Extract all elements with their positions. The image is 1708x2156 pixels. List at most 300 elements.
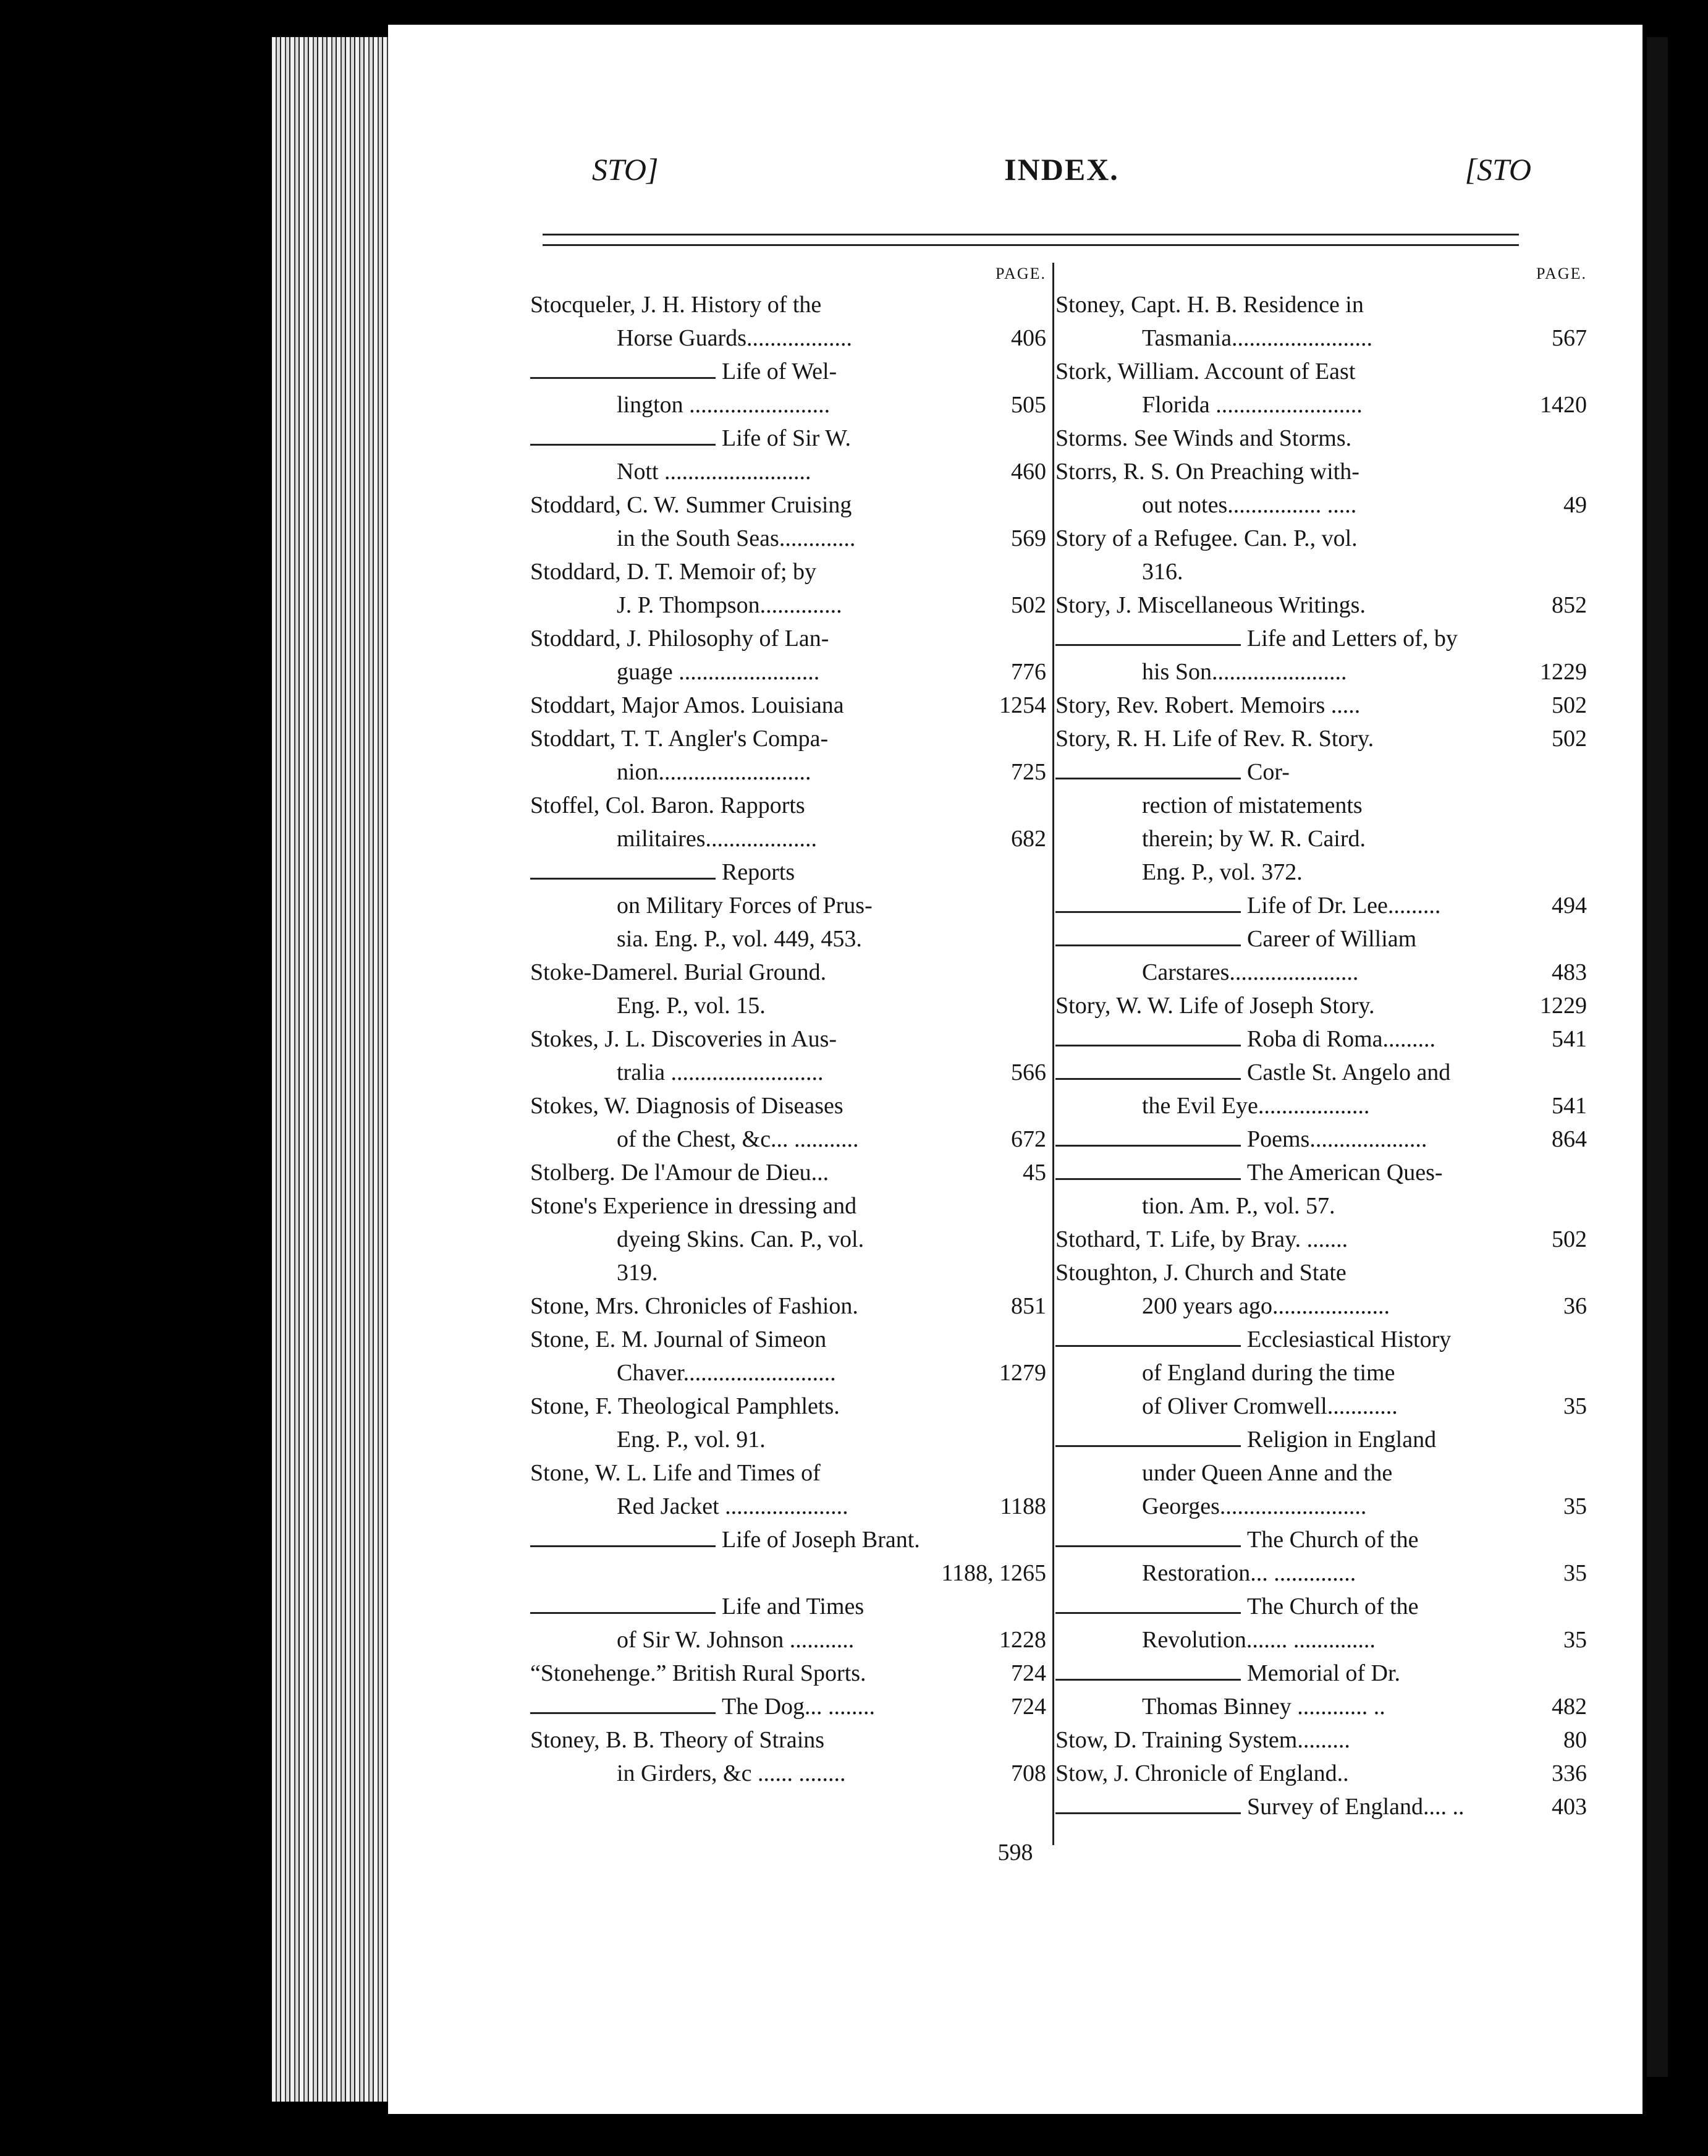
entry-text: Eng. P., vol. 372. [1142, 859, 1303, 885]
entry-text: Georges......................... [1142, 1493, 1367, 1519]
entry-line [530, 321, 1046, 355]
index-entry [530, 722, 1046, 789]
entry-line [1055, 755, 1587, 789]
entry-page-number: 682 [1011, 826, 1046, 852]
entry-text: out notes................ ..... [1142, 492, 1357, 518]
entry-page-number: 35 [1563, 1393, 1587, 1419]
entry-page-number: 35 [1563, 1627, 1587, 1653]
entry-text: tion. Am. P., vol. 57. [1142, 1193, 1335, 1219]
index-page [388, 25, 1642, 2114]
index-entry [530, 1323, 1046, 1390]
entry-text: Stoney, Capt. H. B. Residence in [1055, 292, 1364, 318]
entry-text: Story, J. Miscellaneous Writings. [1055, 592, 1366, 618]
entry-line [1055, 1757, 1587, 1790]
index-entry [530, 288, 1046, 355]
entry-line [1055, 1456, 1587, 1490]
entry-line [1055, 722, 1587, 755]
entry-text: his Son....................... [1142, 659, 1347, 685]
entry-line [1055, 622, 1587, 655]
entry-text: Stothard, T. Life, by Bray. ....... [1055, 1226, 1348, 1252]
entry-text: Life and Times [722, 1594, 865, 1619]
ditto-rule [1055, 1078, 1241, 1080]
entry-line [1055, 1657, 1587, 1690]
ditto-rule [1055, 1612, 1241, 1614]
right-column [1055, 260, 1587, 1823]
entry-line [1055, 522, 1587, 555]
entry-line [530, 1690, 1046, 1723]
entry-line [530, 655, 1046, 689]
entry-line [1055, 1289, 1587, 1323]
entry-line [530, 488, 1046, 522]
entry-text: Stone, Mrs. Chronicles of Fashion. [530, 1293, 858, 1319]
index-entry [1055, 889, 1587, 922]
entry-line [530, 388, 1046, 422]
entry-line [530, 1623, 1046, 1657]
entry-text: Stoddard, D. T. Memoir of; by [530, 559, 816, 585]
entry-text: Tasmania........................ [1142, 325, 1373, 351]
entry-line [530, 989, 1046, 1022]
entry-text: the Evil Eye................... [1142, 1093, 1370, 1119]
index-entry [530, 1690, 1046, 1723]
index-entry [530, 789, 1046, 855]
entry-page-number: 35 [1563, 1493, 1587, 1519]
entry-line [530, 822, 1046, 855]
index-entry [1055, 1790, 1587, 1823]
ditto-rule [530, 377, 716, 379]
entry-text: 316. [1142, 559, 1183, 585]
entry-page-number: 482 [1552, 1694, 1587, 1720]
entry-text: tralia .......................... [617, 1059, 824, 1085]
entry-page-number: 725 [1011, 759, 1046, 785]
entry-line [1055, 1790, 1587, 1823]
right-entries [1055, 288, 1587, 1823]
entry-line [530, 1390, 1046, 1423]
entry-text: Stoney, B. B. Theory of Strains [530, 1727, 825, 1753]
entry-page-number: 776 [1011, 659, 1046, 685]
ditto-rule [1055, 644, 1241, 646]
column-divider [1052, 263, 1054, 1845]
entry-line [1055, 1089, 1587, 1123]
entry-page-number: 864 [1552, 1126, 1587, 1152]
binding-shadow [1647, 37, 1668, 2077]
entry-line [1055, 288, 1587, 321]
entry-line [530, 889, 1046, 922]
entry-text: Religion in England [1247, 1427, 1437, 1453]
index-entry [1055, 755, 1587, 889]
index-entry [530, 1189, 1046, 1289]
entry-text: Castle St. Angelo and [1247, 1059, 1451, 1085]
entry-text: J. P. Thompson.............. [617, 592, 842, 618]
entry-line [1055, 1323, 1587, 1356]
entry-page-number: 336 [1552, 1760, 1587, 1786]
entry-text: of the Chest, &c... ........... [617, 1126, 859, 1152]
entry-line [530, 288, 1046, 321]
entry-text: Revolution....... .............. [1142, 1627, 1376, 1653]
entry-text: Eng. P., vol. 91. [617, 1427, 766, 1453]
entry-page-number: 541 [1552, 1093, 1587, 1119]
entry-text: Stoddart, Major Amos. Louisiana [530, 692, 844, 718]
entry-line [530, 1556, 1046, 1590]
entry-line [1055, 455, 1587, 488]
entry-line [530, 422, 1046, 455]
entry-text: rection of mistatements [1142, 792, 1363, 818]
entry-line [1055, 922, 1587, 956]
entry-page-number: 851 [1011, 1293, 1046, 1319]
entry-page-number: 406 [1011, 325, 1046, 351]
index-entry [1055, 989, 1587, 1022]
entry-text: Stoddard, C. W. Summer Cruising [530, 492, 852, 518]
entry-line [1055, 555, 1587, 588]
entry-line [1055, 1123, 1587, 1156]
entry-line [530, 1490, 1046, 1523]
entry-page-number: 45 [1023, 1160, 1046, 1186]
entry-text: The Church of the [1247, 1594, 1419, 1619]
entry-line [1055, 889, 1587, 922]
index-entry [1055, 1156, 1587, 1223]
entry-text: on Military Forces of Prus- [617, 893, 873, 919]
entry-text: Story, R. H. Life of Rev. R. Story. [1055, 726, 1374, 752]
entry-text: Stocqueler, J. H. History of the [530, 292, 822, 318]
index-entry [1055, 455, 1587, 522]
entry-text: of Sir W. Johnson ........... [617, 1627, 855, 1653]
ditto-rule [530, 1712, 716, 1714]
entry-text: Stoughton, J. Church and State [1055, 1260, 1347, 1286]
entry-line [530, 1256, 1046, 1289]
ditto-rule [530, 1612, 716, 1614]
entry-page-number: 505 [1011, 392, 1046, 418]
entry-line [530, 588, 1046, 622]
index-entry [1055, 288, 1587, 355]
entry-text: Stone, W. L. Life and Times of [530, 1460, 821, 1486]
ditto-rule [1055, 1812, 1241, 1814]
entry-line [530, 555, 1046, 588]
entry-text: militaires................... [617, 826, 818, 852]
entry-line [530, 1022, 1046, 1056]
entry-line [1055, 655, 1587, 689]
entry-text: Stoffel, Col. Baron. Rapports [530, 792, 805, 818]
entry-page-number: 541 [1552, 1026, 1587, 1052]
entry-text: The Church of the [1247, 1527, 1419, 1553]
entry-line [530, 1223, 1046, 1256]
index-entry [1055, 722, 1587, 755]
entry-line [1055, 822, 1587, 855]
index-entry [530, 355, 1046, 422]
entry-text: Stone, F. Theological Pamphlets. [530, 1393, 840, 1419]
entry-text: Ecclesiastical History [1247, 1326, 1452, 1352]
entry-text: Story, Rev. Robert. Memoirs ..... [1055, 692, 1361, 718]
entry-page-number: 1188 [1000, 1493, 1046, 1519]
entry-text: in Girders, &c ...... ........ [617, 1760, 846, 1786]
index-entry [530, 622, 1046, 689]
entry-text: of England during the time [1142, 1360, 1395, 1386]
index-entry [1055, 588, 1587, 622]
entry-line [1055, 1156, 1587, 1189]
entry-text: 200 years ago.................... [1142, 1293, 1390, 1319]
entry-text: guage ........................ [617, 659, 820, 685]
entry-line [1055, 1356, 1587, 1390]
entry-text: in the South Seas............. [617, 525, 856, 551]
entry-line [1055, 689, 1587, 722]
entry-text: sia. Eng. P., vol. 449, 453. [617, 926, 862, 952]
entry-line [530, 1156, 1046, 1189]
entry-line [530, 1323, 1046, 1356]
entry-text: Story of a Refugee. Can. P., vol. [1055, 525, 1358, 551]
index-entry [530, 1523, 1046, 1590]
entry-line [530, 789, 1046, 822]
index-entry [1055, 1757, 1587, 1790]
entry-page-number: 35 [1563, 1560, 1587, 1586]
entry-line [530, 622, 1046, 655]
index-entry [530, 422, 1046, 488]
ditto-rule [1055, 1679, 1241, 1681]
entry-line [1055, 355, 1587, 388]
ditto-rule [1055, 911, 1241, 913]
entry-line [530, 1723, 1046, 1757]
entry-line [530, 1289, 1046, 1323]
entry-text: therein; by W. R. Caird. [1142, 826, 1366, 852]
entry-line [1055, 789, 1587, 822]
index-entry [530, 1723, 1046, 1790]
entry-text: Thomas Binney ............ .. [1142, 1694, 1385, 1720]
index-entry [530, 855, 1046, 956]
entry-text: 319. [617, 1260, 658, 1286]
entry-page-number: 1420 [1540, 392, 1587, 418]
entry-page-number: 1254 [999, 692, 1046, 718]
entry-text: of Oliver Cromwell............ [1142, 1393, 1398, 1419]
entry-text: Life of Wel- [722, 359, 837, 384]
entry-text: Storms. See Winds and Storms. [1055, 425, 1352, 451]
header-title: INDEX. [1004, 152, 1119, 187]
entry-text: Stow, J. Chronicle of England.. [1055, 1760, 1349, 1786]
entry-page-number: 483 [1552, 959, 1587, 985]
entry-text: Story, W. W. Life of Joseph Story. [1055, 993, 1375, 1019]
entry-page-number: 672 [1011, 1126, 1046, 1152]
entry-line [1055, 1590, 1587, 1623]
ditto-rule [1055, 1045, 1241, 1046]
page-column-label: PAGE. [1536, 265, 1587, 282]
entry-page-number: 566 [1011, 1059, 1046, 1085]
index-entry [530, 1089, 1046, 1156]
left-entries [530, 288, 1046, 1790]
book-page-edges [272, 37, 402, 2102]
index-entry [530, 1390, 1046, 1456]
index-entry [1055, 689, 1587, 722]
index-entry [1055, 1657, 1587, 1723]
ditto-rule [1055, 1178, 1241, 1180]
entry-line [530, 956, 1046, 989]
entry-text: Life of Dr. Lee......... [1247, 893, 1441, 919]
index-entry [1055, 1590, 1587, 1657]
entry-page-number: 502 [1552, 726, 1587, 752]
entry-line [1055, 1390, 1587, 1423]
entry-text: dyeing Skins. Can. P., vol. [617, 1226, 865, 1252]
entry-line [530, 1523, 1046, 1556]
index-entry [530, 488, 1046, 555]
entry-line [530, 1056, 1046, 1089]
entry-line [1055, 1056, 1587, 1089]
entry-line [1055, 1189, 1587, 1223]
entry-page-number: 1279 [999, 1360, 1046, 1386]
entry-page-number: 403 [1552, 1794, 1587, 1820]
ditto-rule [1055, 1345, 1241, 1347]
entry-text: Stork, William. Account of East [1055, 359, 1356, 384]
entry-text: Life of Joseph Brant. [722, 1527, 920, 1553]
entry-line [1055, 1490, 1587, 1523]
entry-text: Stokes, J. L. Discoveries in Aus- [530, 1026, 837, 1052]
index-entry [530, 689, 1046, 722]
index-entry [530, 956, 1046, 1022]
entry-text: Storrs, R. S. On Preaching with- [1055, 459, 1359, 485]
left-column [530, 260, 1046, 1790]
entry-text: Reports [722, 859, 795, 885]
entry-line [1055, 1256, 1587, 1289]
entry-line [1055, 1223, 1587, 1256]
entry-text: Stoke-Damerel. Burial Ground. [530, 959, 827, 985]
entry-line [530, 355, 1046, 388]
entry-page-number: 1228 [999, 1627, 1046, 1653]
entry-line [1055, 1690, 1587, 1723]
entry-line [530, 722, 1046, 755]
entry-text: Horse Guards.................. [617, 325, 853, 351]
index-entry [1055, 355, 1587, 422]
entry-page-number: 502 [1011, 592, 1046, 618]
index-entry [530, 1156, 1046, 1189]
index-entry [1055, 922, 1587, 989]
entry-line [530, 455, 1046, 488]
entry-text: Career of William [1247, 926, 1417, 952]
entry-text: Stow, D. Training System......... [1055, 1727, 1350, 1753]
index-entry [1055, 1323, 1587, 1423]
entry-line [530, 1757, 1046, 1790]
ditto-rule [1055, 1545, 1241, 1547]
entry-text: Cor- [1247, 759, 1290, 785]
index-entry [1055, 1423, 1587, 1523]
entry-line [530, 689, 1046, 722]
entry-text: Carstares...................... [1142, 959, 1359, 985]
page-number: 598 [997, 1840, 1033, 1865]
entry-line [1055, 488, 1587, 522]
index-entry [1055, 622, 1587, 689]
entry-page-number: 569 [1011, 525, 1046, 551]
entry-text: under Queen Anne and the [1142, 1460, 1393, 1486]
index-entry [530, 1289, 1046, 1323]
ditto-rule [1055, 944, 1241, 946]
entry-line [530, 1590, 1046, 1623]
entry-page-number: 80 [1563, 1727, 1587, 1753]
entry-text: “Stonehenge.” British Rural Sports. [530, 1660, 866, 1686]
entry-text: Stokes, W. Diagnosis of Diseases [530, 1093, 843, 1119]
entry-page-number: 708 [1011, 1760, 1046, 1786]
entry-page-number: 502 [1552, 1226, 1587, 1252]
index-entry [530, 1590, 1046, 1657]
entry-line [1055, 422, 1587, 455]
ditto-rule [1055, 1445, 1241, 1447]
ditto-rule [1055, 778, 1241, 779]
header-left: STO] [592, 152, 659, 187]
ditto-rule [1055, 1145, 1241, 1147]
entry-text: Red Jacket ..................... [617, 1493, 848, 1519]
entry-page-number: 494 [1552, 893, 1587, 919]
entry-text: Stoddard, J. Philosophy of Lan- [530, 626, 829, 651]
entry-line [530, 1123, 1046, 1156]
entry-page-number: 1188, 1265 [941, 1560, 1046, 1586]
entry-text: Eng. P., vol. 15. [617, 993, 766, 1019]
entry-text: Nott ......................... [617, 459, 811, 485]
entry-line [1055, 989, 1587, 1022]
index-entry [1055, 422, 1587, 455]
entry-text: Roba di Roma......... [1247, 1026, 1436, 1052]
entry-line [530, 855, 1046, 889]
entry-text: Florida ......................... [1142, 392, 1363, 418]
entry-line [1055, 855, 1587, 889]
entry-text: Life and Letters of, by [1247, 626, 1458, 651]
entry-text: nion.......................... [617, 759, 811, 785]
entry-page-number: 1229 [1540, 659, 1587, 685]
entry-text: Survey of England.... .. [1247, 1794, 1465, 1820]
entry-text: The Dog... ........ [722, 1694, 876, 1720]
header-right: [STO [1465, 152, 1531, 187]
entry-text: Chaver.......................... [617, 1360, 836, 1386]
index-entry [1055, 1123, 1587, 1156]
entry-text: lington ........................ [617, 392, 831, 418]
index-entry [1055, 1523, 1587, 1590]
entry-text: Life of Sir W. [722, 425, 851, 451]
ditto-rule [530, 1545, 716, 1547]
index-entry [1055, 1056, 1587, 1123]
index-entry [1055, 522, 1587, 588]
entry-text: Poems.................... [1247, 1126, 1427, 1152]
entry-line [530, 1089, 1046, 1123]
entry-line [530, 1356, 1046, 1390]
entry-line [1055, 1623, 1587, 1657]
entry-line [530, 1423, 1046, 1456]
entry-line [530, 1456, 1046, 1490]
entry-page-number: 724 [1011, 1660, 1046, 1686]
index-entry [1055, 1223, 1587, 1256]
index-entry [530, 1456, 1046, 1523]
running-head [592, 151, 1531, 207]
index-entry [1055, 1022, 1587, 1056]
entry-line [530, 1189, 1046, 1223]
ditto-rule [530, 878, 716, 880]
index-entry [1055, 1723, 1587, 1757]
entry-text: Restoration... .............. [1142, 1560, 1356, 1586]
entry-page-number: 724 [1011, 1694, 1046, 1720]
ditto-rule [530, 444, 716, 446]
entry-line [1055, 1423, 1587, 1456]
entry-line [1055, 1556, 1587, 1590]
entry-text: The American Ques- [1247, 1160, 1443, 1186]
entry-line [1055, 1523, 1587, 1556]
entry-line [1055, 321, 1587, 355]
entry-text: Stoddart, T. T. Angler's Compa- [530, 726, 829, 752]
entry-line [1055, 588, 1587, 622]
entry-line [530, 522, 1046, 555]
entry-page-number: 36 [1563, 1293, 1587, 1319]
page-column-label: PAGE. [995, 265, 1046, 282]
entry-line [530, 755, 1046, 789]
entry-page-number: 502 [1552, 692, 1587, 718]
index-entry [1055, 1256, 1587, 1323]
entry-page-number: 567 [1552, 325, 1587, 351]
header-double-rule [543, 234, 1519, 246]
entry-text: Stone's Experience in dressing and [530, 1193, 857, 1219]
entry-line [1055, 1022, 1587, 1056]
entry-page-number: 852 [1552, 592, 1587, 618]
entry-line [1055, 1723, 1587, 1757]
entry-line [530, 922, 1046, 956]
entry-line [530, 1657, 1046, 1690]
